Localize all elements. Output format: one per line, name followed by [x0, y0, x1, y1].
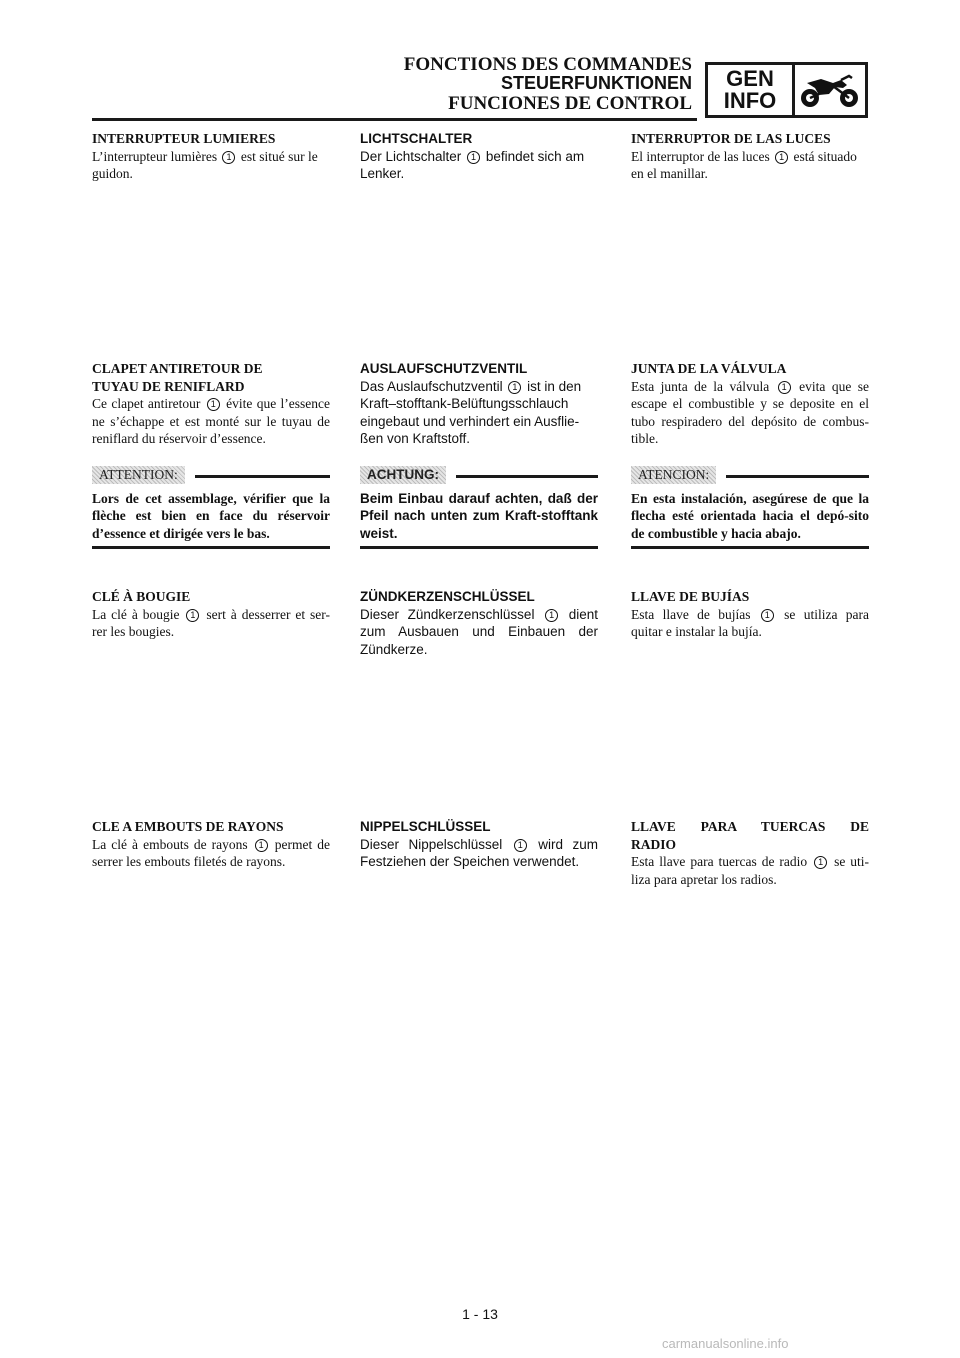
callout-marker: 1 — [545, 609, 558, 622]
heading: CLÉ À BOUGIE — [92, 589, 191, 604]
heading-line-1: CLAPET ANTIRETOUR DE — [92, 361, 263, 376]
section-nipple-wrench-es — [631, 818, 869, 888]
caution-header — [92, 466, 330, 484]
badge-line-1: GEN — [726, 66, 774, 91]
caution-rule — [195, 475, 330, 478]
section-plug-wrench-fr — [92, 588, 330, 641]
heading: CLE A EMBOUTS DE RAYONS — [92, 819, 284, 834]
caution-header — [631, 466, 869, 484]
caution-header — [360, 466, 598, 484]
heading: LICHTSCHALTER — [360, 131, 473, 146]
caution-text: En esta instalación, asegúrese de que la flecha esté orientada hacia el depó-sito de combustible y hacia abajo. — [631, 490, 869, 550]
callout-marker: 1 — [207, 398, 220, 411]
title-german: STEUERFUNKTIONEN — [500, 73, 692, 93]
caution-text: Beim Einbau darauf achten, daß der Pfeil nach unten zum Kraft-stofftank weist. — [360, 490, 598, 550]
heading-line-2: TUYAU DE RENIFLARD — [92, 378, 245, 394]
heading: ZÜNDKERZENSCHLÜSSEL — [360, 589, 535, 604]
callout-marker: 1 — [814, 856, 827, 869]
body-text: Esta junta de la válvula 1 evita que se escape el combustible y se deposite en el tubo respiradero del depósito de combus-tible. — [631, 378, 870, 446]
body-text: L’interrupteur lumières 1 est situé sur le guidon. — [92, 148, 318, 181]
section-light-switch-es — [631, 130, 869, 183]
heading: INTERRUPTOR DE LAS LUCES — [631, 131, 831, 146]
body-text: Der Lichtschalter 1 befindet sich am Lenker. — [360, 148, 585, 181]
body-text: Dieser Nippelschlüssel 1 wird zum Festziehen der Speichen verwendet. — [360, 836, 598, 869]
section-check-valve-fr — [92, 360, 330, 549]
badge-line-2: INFO — [723, 88, 777, 113]
title-spanish: FUNCIONES DE CONTROL — [448, 93, 692, 114]
caution-label: ATTENTION: — [92, 466, 185, 484]
body-text: La clé à bougie 1 sert à desserrer et ser-rer les bougies. — [92, 606, 331, 639]
section-nipple-wrench-de — [360, 818, 598, 871]
section-plug-wrench-es — [631, 588, 869, 641]
heading-line-1: LLAVE PARA TUERCAS DE — [631, 819, 869, 834]
motorcycle-icon — [795, 65, 865, 115]
body-text: La clé à embouts de rayons 1 permet de serrer les embouts filetés de rayons. — [92, 836, 330, 869]
callout-marker: 1 — [508, 381, 521, 394]
caution-rule — [456, 475, 598, 478]
section-light-switch-fr — [92, 130, 330, 183]
callout-marker: 1 — [514, 839, 527, 852]
body-text: Dieser Zündkerzenschlüssel 1 dient zum Ausbauen und Einbauen der Zündkerze. — [360, 606, 598, 657]
caution-label: ATENCION: — [631, 466, 716, 484]
section-plug-wrench-de — [360, 588, 598, 658]
heading: LLAVE DE BUJÍAS — [631, 589, 750, 604]
caution-rule — [726, 475, 869, 478]
title-french: FONCTIONS DES COMMANDES — [403, 54, 692, 75]
heading: AUSLAUFSCHUTZVENTIL — [360, 361, 528, 376]
body-text: Ce clapet antiretour 1 évite que l’essence ne s’échappe et est monté sur le tuyau de reniflard du réservoir d’essence. — [92, 396, 331, 446]
callout-marker: 1 — [467, 151, 480, 164]
footer-watermark: carmanualsonline.info — [662, 1336, 789, 1351]
heading-line-2: RADIO — [631, 836, 677, 852]
section-light-switch-de — [360, 130, 598, 183]
section-nipple-wrench-fr — [92, 818, 330, 871]
badge-label — [708, 65, 795, 115]
header-rule — [92, 118, 697, 121]
body-text: Esta llave para tuercas de radio 1 se uti-liza para apretar los radios. — [631, 854, 870, 887]
section-badge — [705, 62, 868, 118]
caution-label: ACHTUNG: — [360, 466, 446, 484]
page-number: 1 - 13 — [462, 1306, 498, 1322]
callout-marker: 1 — [255, 839, 268, 852]
callout-marker: 1 — [778, 381, 791, 394]
callout-marker: 1 — [761, 609, 774, 622]
section-check-valve-de — [360, 360, 598, 549]
callout-marker: 1 — [775, 151, 788, 164]
body-text: Das Auslaufschutzventil 1 ist in den Kraft–stofftank-Belüftungsschlauch eingebaut und verhindert ein Ausflie-ßen von Kraftstoff. — [360, 378, 582, 446]
body-text: El interruptor de las luces 1 está situado en el manillar. — [631, 148, 857, 181]
body-text: Esta llave de bujías 1 se utiliza para quitar e instalar la bujía. — [631, 606, 870, 639]
callout-marker: 1 — [186, 609, 199, 622]
heading: NIPPELSCHLÜSSEL — [360, 819, 491, 834]
heading: INTERRUPTEUR LUMIERES — [92, 131, 276, 146]
callout-marker: 1 — [222, 151, 235, 164]
heading: JUNTA DE LA VÁLVULA — [631, 361, 787, 376]
section-check-valve-es — [631, 360, 869, 549]
caution-text: Lors de cet assemblage, vérifier que la flèche est bien en face du réservoir d’essence et dirigée vers le bas. — [92, 490, 330, 550]
